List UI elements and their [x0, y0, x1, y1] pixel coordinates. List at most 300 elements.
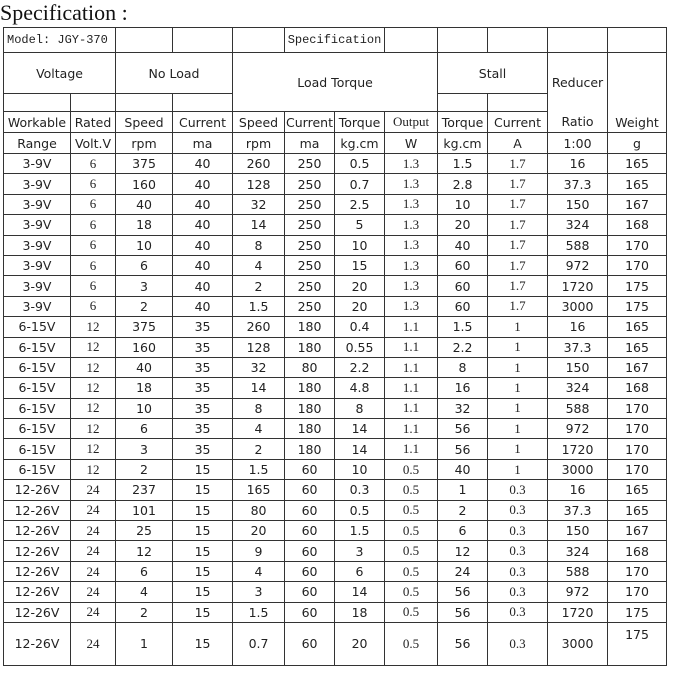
table-row: [4, 357, 667, 377]
unit-header: W: [385, 133, 438, 154]
table-cell: 6: [116, 561, 173, 581]
table-cell: 0.3: [335, 480, 385, 500]
table-cell: 6: [71, 276, 116, 296]
table-cell: 0.5: [385, 582, 438, 602]
col-header: Rated: [71, 112, 116, 133]
col-header: Workable: [4, 112, 71, 133]
blank-cell: [4, 94, 71, 112]
table-cell: 18: [116, 378, 173, 398]
table-cell: 12-26V: [4, 500, 71, 520]
table-cell: 1.1: [385, 439, 438, 459]
table-cell: 40: [173, 154, 233, 174]
table-cell: 10: [116, 235, 173, 255]
table-cell: 3-9V: [4, 154, 71, 174]
table-cell: 3-9V: [4, 215, 71, 235]
table-cell: 324: [548, 541, 608, 561]
table-cell: 12-26V: [4, 561, 71, 581]
table-cell: 2.8: [438, 174, 488, 194]
table-cell: 1: [488, 378, 548, 398]
table-cell: 2: [438, 500, 488, 520]
table-cell: 168: [608, 215, 667, 235]
table-cell: 1.7: [488, 174, 548, 194]
table-cell: 2: [233, 276, 285, 296]
table-cell: 12-26V: [4, 622, 71, 665]
col-header: Speed: [116, 112, 173, 133]
table-cell: 80: [233, 500, 285, 520]
table-cell: 60: [285, 582, 335, 602]
table-cell: 1.5: [438, 154, 488, 174]
table-cell: 175: [608, 276, 667, 296]
unit-header: A: [488, 133, 548, 154]
table-cell: 1.1: [385, 337, 438, 357]
table-cell: 12-26V: [4, 521, 71, 541]
table-cell: 37.3: [548, 174, 608, 194]
table-cell: 60: [285, 602, 335, 622]
table-cell: 250: [285, 194, 335, 214]
table-cell: 2: [116, 602, 173, 622]
blank-cell: [488, 94, 548, 112]
table-cell: 60: [438, 276, 488, 296]
table-cell: 35: [173, 378, 233, 398]
load-torque-group-header: Load Torque: [233, 53, 438, 112]
table-cell: 35: [173, 357, 233, 377]
unit-header: Range: [4, 133, 71, 154]
table-cell: 1.5: [335, 521, 385, 541]
table-cell: 15: [173, 622, 233, 665]
table-cell: 1720: [548, 276, 608, 296]
table-cell: 35: [173, 317, 233, 337]
table-cell: 56: [438, 602, 488, 622]
table-cell: 1.7: [488, 276, 548, 296]
table-cell: 24: [438, 561, 488, 581]
table-cell: 1.1: [385, 317, 438, 337]
table-cell: 0.3: [488, 602, 548, 622]
table-cell: 37.3: [548, 337, 608, 357]
table-cell: 175: [608, 296, 667, 316]
table-cell: 3: [335, 541, 385, 561]
table-cell: 0.3: [488, 521, 548, 541]
table-cell: 40: [173, 194, 233, 214]
table-cell: 168: [608, 541, 667, 561]
no-load-group-header: No Load: [116, 53, 233, 94]
table-cell: 180: [285, 398, 335, 418]
table-cell: 15: [173, 561, 233, 581]
table-cell: 1.7: [488, 255, 548, 275]
table-cell: 2.2: [438, 337, 488, 357]
table-cell: 160: [116, 174, 173, 194]
table-cell: 12: [71, 317, 116, 337]
blank-cell: [71, 94, 116, 112]
table-cell: 375: [116, 154, 173, 174]
table-cell: 3000: [548, 622, 608, 665]
table-cell: 20: [335, 276, 385, 296]
col-header: Ratio: [548, 112, 608, 133]
table-cell: 0.5: [385, 561, 438, 581]
table-cell: 237: [116, 480, 173, 500]
group-header-row: [4, 53, 667, 94]
table-cell: 0.3: [488, 480, 548, 500]
table-cell: 250: [285, 276, 335, 296]
table-cell: 40: [173, 215, 233, 235]
table-cell: 14: [335, 439, 385, 459]
table-cell: 16: [548, 154, 608, 174]
table-cell: 6: [71, 296, 116, 316]
table-cell: 6: [71, 174, 116, 194]
table-cell: 165: [608, 174, 667, 194]
table-cell: 12-26V: [4, 582, 71, 602]
table-row: [4, 561, 667, 581]
table-cell: 12-26V: [4, 480, 71, 500]
table-cell: 35: [173, 398, 233, 418]
unit-header: Volt.V: [71, 133, 116, 154]
table-cell: 6: [71, 235, 116, 255]
table-cell: 0.5: [385, 459, 438, 479]
table-cell: 180: [285, 317, 335, 337]
table-cell: 9: [233, 541, 285, 561]
table-cell: 14: [233, 215, 285, 235]
table-cell: 12: [71, 459, 116, 479]
table-cell: 170: [608, 459, 667, 479]
table-cell: 2: [116, 296, 173, 316]
table-cell: 1.7: [488, 215, 548, 235]
table-cell: 15: [173, 521, 233, 541]
table-cell: 128: [233, 174, 285, 194]
col-header: Torque: [438, 112, 488, 133]
table-cell: 1: [488, 419, 548, 439]
table-cell: 0.7: [335, 174, 385, 194]
table-cell: 15: [173, 459, 233, 479]
table-cell: 167: [608, 194, 667, 214]
table-cell: 6: [438, 521, 488, 541]
col-header: Speed: [233, 112, 285, 133]
blank-cell: [438, 28, 488, 53]
table-cell: 20: [438, 215, 488, 235]
table-row: [4, 194, 667, 214]
unit-header: rpm: [116, 133, 173, 154]
table-cell: 37.3: [548, 500, 608, 520]
table-cell: 12: [71, 357, 116, 377]
table-cell: 0.3: [488, 582, 548, 602]
table-cell: 1.7: [488, 194, 548, 214]
table-cell: 10: [335, 235, 385, 255]
table-cell: 972: [548, 582, 608, 602]
table-cell: 6: [335, 561, 385, 581]
table-cell: 1.3: [385, 174, 438, 194]
table-cell: 12: [116, 541, 173, 561]
table-cell: 1720: [548, 602, 608, 622]
table-cell: 32: [438, 398, 488, 418]
table-cell: 165: [608, 154, 667, 174]
table-cell: 12: [71, 398, 116, 418]
table-cell: 0.5: [385, 500, 438, 520]
table-row: [4, 480, 667, 500]
table-row: [4, 582, 667, 602]
table-cell: 6-15V: [4, 398, 71, 418]
blank-cell: [116, 28, 173, 53]
table-cell: 0.55: [335, 337, 385, 357]
table-cell: 1.1: [385, 357, 438, 377]
table-cell: 6: [71, 194, 116, 214]
table-cell: 167: [608, 357, 667, 377]
table-cell: 14: [335, 419, 385, 439]
table-cell: 3: [116, 276, 173, 296]
table-cell: 60: [285, 459, 335, 479]
table-cell: 60: [438, 296, 488, 316]
table-cell: 20: [233, 521, 285, 541]
table-row: [4, 459, 667, 479]
table-cell: 40: [173, 255, 233, 275]
table-cell: 35: [173, 419, 233, 439]
table-cell: 250: [285, 255, 335, 275]
table-cell: 10: [438, 194, 488, 214]
unit-header: rpm: [233, 133, 285, 154]
table-cell: 6-15V: [4, 459, 71, 479]
table-cell: 1.5: [233, 296, 285, 316]
table-row: [4, 276, 667, 296]
table-cell: 15: [173, 582, 233, 602]
table-cell: 24: [71, 561, 116, 581]
table-cell: 3-9V: [4, 296, 71, 316]
table-cell: 180: [285, 419, 335, 439]
table-cell: 168: [608, 378, 667, 398]
table-cell: 3-9V: [4, 255, 71, 275]
table-cell: 1.3: [385, 276, 438, 296]
unit-header: kg.cm: [438, 133, 488, 154]
table-cell: 16: [438, 378, 488, 398]
table-cell: 170: [608, 255, 667, 275]
blank-cell: [233, 28, 285, 53]
table-cell: 2: [233, 439, 285, 459]
table-cell: 1.5: [233, 602, 285, 622]
reducer-group-header: Reducer: [548, 53, 608, 112]
table-row: [4, 500, 667, 520]
blank-cell: [548, 28, 608, 53]
table-cell: 56: [438, 622, 488, 665]
table-cell: 250: [285, 235, 335, 255]
col-header: Current: [285, 112, 335, 133]
unit-header-row: [4, 133, 667, 154]
table-cell: 0.3: [488, 541, 548, 561]
table-cell: 15: [173, 602, 233, 622]
table-cell: 24: [71, 541, 116, 561]
table-cell: 35: [173, 337, 233, 357]
specification-table: [3, 27, 667, 666]
table-cell: 40: [173, 276, 233, 296]
table-cell: 35: [173, 439, 233, 459]
table-cell: 0.5: [335, 500, 385, 520]
table-cell: 1720: [548, 439, 608, 459]
table-row: [4, 215, 667, 235]
blank-cell: [173, 28, 233, 53]
table-cell: 165: [608, 480, 667, 500]
table-cell: 60: [285, 561, 335, 581]
table-cell: 260: [233, 317, 285, 337]
table-cell: 180: [285, 337, 335, 357]
table-cell: 60: [285, 500, 335, 520]
weight-group-header: Weight: [608, 53, 667, 133]
table-cell: 40: [173, 235, 233, 255]
table-cell: 20: [335, 622, 385, 665]
table-cell: 8: [233, 235, 285, 255]
col-header: Current: [173, 112, 233, 133]
table-cell: 16: [548, 317, 608, 337]
voltage-group-header: Voltage: [4, 53, 116, 94]
table-cell: 588: [548, 398, 608, 418]
table-cell: 1.3: [385, 215, 438, 235]
table-cell: 18: [116, 215, 173, 235]
table-cell: 6-15V: [4, 419, 71, 439]
table-row: [4, 337, 667, 357]
col-header: Current: [488, 112, 548, 133]
unit-header: ma: [285, 133, 335, 154]
page-title: Specification :: [0, 0, 128, 25]
table-cell: 12: [71, 419, 116, 439]
table-cell: 0.3: [488, 622, 548, 665]
table-cell: 40: [173, 296, 233, 316]
table-row: [4, 541, 667, 561]
table-cell: 15: [173, 480, 233, 500]
table-cell: 165: [608, 337, 667, 357]
table-cell: 5: [335, 215, 385, 235]
table-row: [4, 398, 667, 418]
table-cell: 12: [71, 378, 116, 398]
table-row: [4, 439, 667, 459]
table-cell: 1.3: [385, 154, 438, 174]
model-label: Model: JGY-370: [4, 28, 116, 53]
table-cell: 1.1: [385, 419, 438, 439]
table-cell: 40: [438, 459, 488, 479]
table-cell: 150: [548, 357, 608, 377]
table-row: [4, 602, 667, 622]
table-cell: 1: [438, 480, 488, 500]
table-cell: 15: [173, 541, 233, 561]
table-row: [4, 296, 667, 316]
table-cell: 3: [116, 439, 173, 459]
table-cell: 1.5: [438, 317, 488, 337]
table-cell: 0.5: [335, 154, 385, 174]
table-cell: 101: [116, 500, 173, 520]
table-row: [4, 174, 667, 194]
table-cell: 40: [116, 357, 173, 377]
unit-header: g: [608, 133, 667, 154]
table-row: [4, 622, 667, 665]
table-cell: 15: [335, 255, 385, 275]
table-cell: 128: [233, 337, 285, 357]
table-cell: 40: [438, 235, 488, 255]
table-cell: 32: [233, 357, 285, 377]
table-row: [4, 419, 667, 439]
table-cell: 24: [71, 622, 116, 665]
table-cell: 260: [233, 154, 285, 174]
table-cell: 1: [488, 357, 548, 377]
table-cell: 0.5: [385, 521, 438, 541]
table-cell: 1: [488, 317, 548, 337]
table-cell: 6-15V: [4, 337, 71, 357]
model-row: [4, 28, 667, 53]
table-cell: 6: [116, 255, 173, 275]
table-cell: 1.7: [488, 154, 548, 174]
table-cell: 170: [608, 398, 667, 418]
table-cell: 250: [285, 296, 335, 316]
table-cell: 250: [285, 215, 335, 235]
table-cell: 0.3: [488, 500, 548, 520]
unit-header: ma: [173, 133, 233, 154]
table-cell: 40: [173, 174, 233, 194]
table-cell: 1.3: [385, 194, 438, 214]
table-cell: 4: [116, 582, 173, 602]
unit-header: 1:00: [548, 133, 608, 154]
specification-label: Specification: [285, 28, 385, 53]
table-cell: 175: [608, 602, 667, 622]
unit-header: kg.cm: [335, 133, 385, 154]
table-cell: 3-9V: [4, 194, 71, 214]
table-cell: 170: [608, 235, 667, 255]
table-cell: 150: [548, 521, 608, 541]
table-row: [4, 317, 667, 337]
table-cell: 60: [285, 622, 335, 665]
table-row: [4, 235, 667, 255]
table-cell: 1.3: [385, 235, 438, 255]
table-cell: 1.1: [385, 378, 438, 398]
table-cell: 16: [548, 480, 608, 500]
table-cell: 324: [548, 378, 608, 398]
table-cell: 3-9V: [4, 276, 71, 296]
stall-group-header: Stall: [438, 53, 548, 94]
table-cell: 18: [335, 602, 385, 622]
table-cell: 170: [608, 439, 667, 459]
table-cell: 2: [116, 459, 173, 479]
table-cell: 6-15V: [4, 378, 71, 398]
table-cell: 1.7: [488, 235, 548, 255]
table-cell: 0.7: [233, 622, 285, 665]
table-cell: 150: [548, 194, 608, 214]
table-cell: 12-26V: [4, 602, 71, 622]
table-cell: 4: [233, 419, 285, 439]
table-cell: 0.5: [385, 602, 438, 622]
table-cell: 12: [71, 337, 116, 357]
table-cell: 15: [173, 500, 233, 520]
column-header-row: [4, 112, 667, 133]
table-cell: 20: [335, 296, 385, 316]
table-cell: 1.7: [488, 296, 548, 316]
table-row: [4, 521, 667, 541]
table-cell: 10: [116, 398, 173, 418]
table-cell: 8: [335, 398, 385, 418]
table-cell: 1.1: [385, 398, 438, 418]
table-cell: 4: [233, 561, 285, 581]
table-cell: 8: [233, 398, 285, 418]
table-cell: 12: [438, 541, 488, 561]
table-cell: 4.8: [335, 378, 385, 398]
table-cell: 6-15V: [4, 317, 71, 337]
table-cell: 32: [233, 194, 285, 214]
table-cell: 1: [488, 398, 548, 418]
table-cell: 6: [71, 215, 116, 235]
table-cell: 3-9V: [4, 174, 71, 194]
table-cell: 588: [548, 235, 608, 255]
table-cell: 0.3: [488, 561, 548, 581]
table-cell: 10: [335, 459, 385, 479]
table-cell: 40: [116, 194, 173, 214]
table-cell: 165: [608, 500, 667, 520]
table-cell: 324: [548, 215, 608, 235]
table-cell: 24: [71, 582, 116, 602]
table-cell: 0.5: [385, 480, 438, 500]
blank-cell: [173, 94, 233, 112]
table-cell: 56: [438, 582, 488, 602]
table-cell: 588: [548, 561, 608, 581]
table-cell: 25: [116, 521, 173, 541]
